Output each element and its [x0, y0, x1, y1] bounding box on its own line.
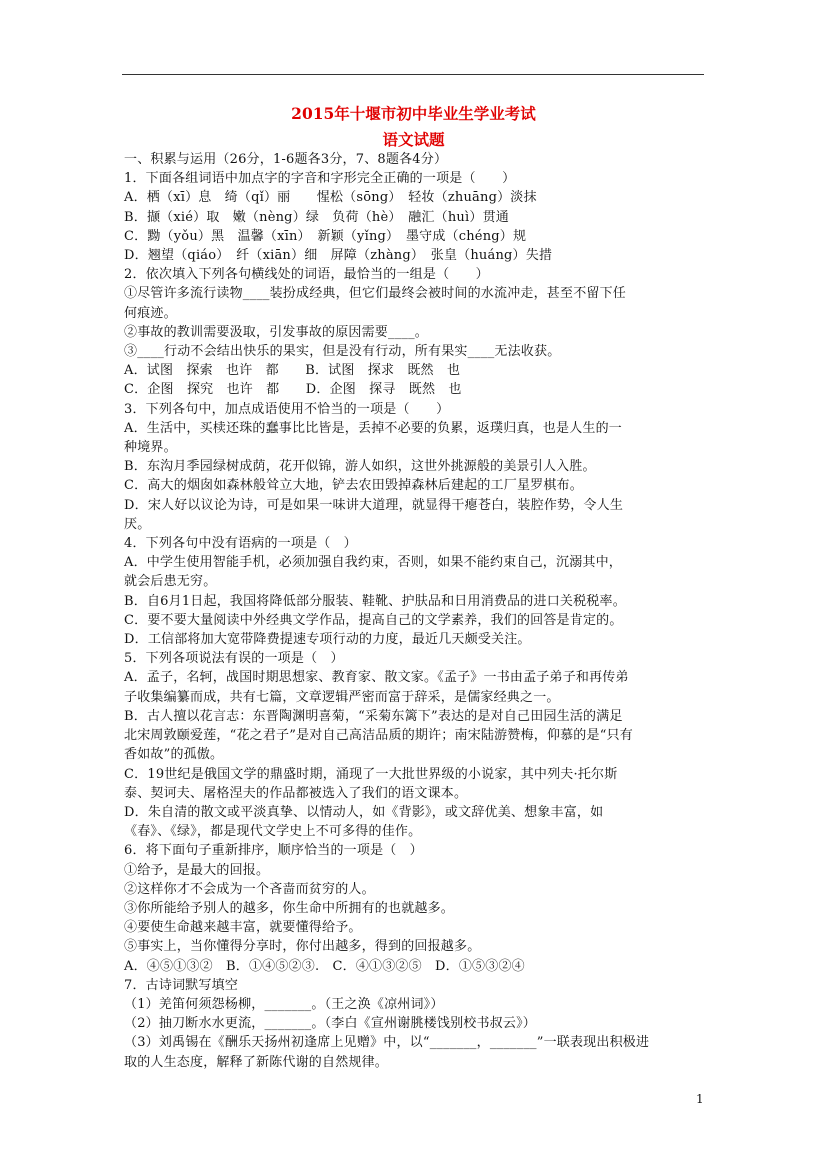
question-6-stem: 6．将下面句子重新排序，顺序恰当的一项是（ ） [124, 843, 423, 859]
question-4-option-a-cont: 就会后患无穷。 [124, 574, 217, 590]
question-3-option-c: C．高大的烟囱如森林般耸立大地，铲去农田毁掉森林后建起的工厂星罗棋布。 [124, 478, 583, 494]
question-3-option-d-cont: 厌。 [124, 516, 151, 532]
exam-title: 2015年十堰市初中毕业生学业考试 [291, 104, 536, 123]
question-5-option-d: D．朱自清的散文或平淡真挚、以情动人，如《背影》，或文辞优美、想象丰富，如 [124, 804, 604, 820]
question-5-option-b: B．古人擅以花言志：东晋陶渊明喜菊，“采菊东篱下”表达的是对自己田园生活的满足 [124, 708, 623, 724]
question-1-option-c: C．黝（yǒu）黑 温馨（xīn） 新颖（yǐng） 墨守成（chéng）规 [124, 228, 527, 244]
question-3-option-a-cont: 种境界。 [124, 440, 177, 456]
question-3-option-a: A．生活中，买椟还珠的蠢事比比皆是，丢掉不必要的负累，返璞归真，也是人生的一 [124, 420, 622, 436]
question-6-options: A．④⑤①③② B．①④⑤②③. C．④①③②⑤ D．①⑤③②④ [124, 958, 525, 974]
question-2-sentence-2: ②事故的教训需要汲取，引发事故的原因需要____。 [124, 324, 429, 340]
question-2-options-ab: A．试图 探索 也许 都 B．试图 探求 既然 也 [124, 363, 461, 379]
page-number: 1 [696, 1092, 704, 1106]
question-6-sentence-5: ⑤事实上，当你懂得分享时，你付出越多，得到的回报越多。 [124, 939, 481, 955]
question-3-stem: 3．下列各句中，加点成语使用不恰当的一项是（ ） [124, 401, 450, 417]
header-rule [122, 74, 704, 75]
question-5-stem: 5．下列各项说法有误的一项是（ ） [124, 651, 344, 667]
question-2-stem: 2．依次填入下列各句横线处的词语，最恰当的一组是（ ） [124, 267, 489, 283]
question-3-option-d: D．宋人好以议论为诗，可是如果一味讲大道理，就显得干瘪苍白，装腔作势，令人生 [124, 497, 624, 513]
question-7-part-3-cont: 取的人生态度，解释了新陈代谢的自然规律。 [124, 1054, 389, 1070]
exam-body [124, 150, 706, 1072]
question-4-stem: 4．下列各句中没有语病的一项是（ ） [124, 536, 357, 552]
question-4-option-b: B．自6月1日起，我国将降低部分服装、鞋靴、护肤品和日用消费品的进口关税税率。 [124, 593, 626, 609]
question-2-options-cd: C．企图 探究 也许 都 D．企图 探寻 既然 也 [124, 382, 462, 398]
question-5-option-a: A．孟子，名轲，战国时期思想家、教育家、散文家。《孟子》一书由孟子弟子和再传弟 [124, 670, 629, 686]
question-5-option-a-cont: 子收集编纂而成，共有七篇，文章逻辑严密而富于辞采，是儒家经典之一。 [124, 689, 560, 705]
question-6-sentence-4: ④要使生命越来越丰富，就要懂得给予。 [124, 920, 362, 936]
question-4-option-a: A．中学生使用智能手机，必须加强自我约束，否则，如果不能约束自己，沉溺其中， [124, 555, 622, 571]
question-7-part-2: （2）抽刀断水水更流，_______。（李白《宣州谢朓楼饯别校书叔云》） [124, 1016, 536, 1032]
question-5-option-c: C．19世纪是俄国文学的鼎盛时期，涌现了一大批世界级的小说家，其中列夫·托尔斯 [124, 766, 618, 782]
question-1-option-d: D．翘望（qiáo） 纤（xiān）细 屏障（zhàng） 张皇（huáng）失措 [124, 248, 553, 264]
exam-subtitle: 语文试题 [382, 130, 445, 149]
question-1-option-a: A．栖（xī）息 绮（qǐ）丽 惺松（sōng） 轻妆（zhuāng）淡抹 [124, 190, 537, 206]
question-5-option-c-cont: 泰、契诃夫、屠格涅夫的作品都被选入了我们的语文课本。 [124, 785, 468, 801]
question-5-option-b-cont-2: 香如故”的孤傲。 [124, 747, 224, 763]
question-6-sentence-1: ①给予，是最大的回报。 [124, 862, 270, 878]
question-2-sentence-1-cont: 何痕迹。 [124, 305, 177, 321]
question-6-sentence-2: ②这样你才不会成为一个吝啬而贫穷的人。 [124, 881, 375, 897]
question-6-sentence-3: ③你所能给予别人的越多，你生命中所拥有的也就越多。 [124, 900, 455, 916]
question-7-stem: 7．古诗词默写填空 [124, 977, 239, 993]
question-5-option-d-cont: 《春》、《绿》，都是现代文学史上不可多得的佳作。 [124, 824, 422, 840]
question-7-part-1: （1）羌笛何须怨杨柳，_______。（王之涣《凉州词》） [124, 996, 444, 1012]
section-heading: 一、积累与运用（26分，1-6题各3分，7、8题各4分） [124, 152, 448, 167]
question-4-option-c: C．要不要大量阅读中外经典文学作品，提高自己的文学素养，我们的回答是肯定的。 [124, 612, 623, 628]
question-1-option-b: B．撷（xié）取 嫩（nèng）绿 负荷（hè） 融汇（huì）贯通 [124, 209, 509, 225]
question-2-sentence-1: ①尽管许多流行读物____装扮成经典，但它们最终会被时间的水流冲走，甚至不留下任 [124, 286, 627, 302]
question-2-sentence-3: ③____行动不会结出快乐的果实，但是没有行动，所有果实____无法收获。 [124, 344, 561, 360]
question-5-option-b-cont-1: 北宋周敦颐爱莲，“花之君子”是对自己高洁品质的期许；南宋陆游赞梅，仰慕的是“只有 [124, 728, 633, 744]
question-7-part-3: （3）刘禹锡在《酬乐天扬州初逢席上见赠》中，以“_______，_______”一联表现出积极进 [124, 1035, 650, 1051]
question-3-option-b: B．东沟月季园绿树成荫，花开似锦，游人如织，这世外挑源般的美景引人入胜。 [124, 459, 596, 475]
question-4-option-d: D．工信部将加大宽带降费提速专项行动的力度，最近几天颇受关注。 [124, 632, 531, 648]
question-1-stem: 1．下面各组词语中加点字的字音和字形完全正确的一项是（ ） [124, 171, 516, 187]
